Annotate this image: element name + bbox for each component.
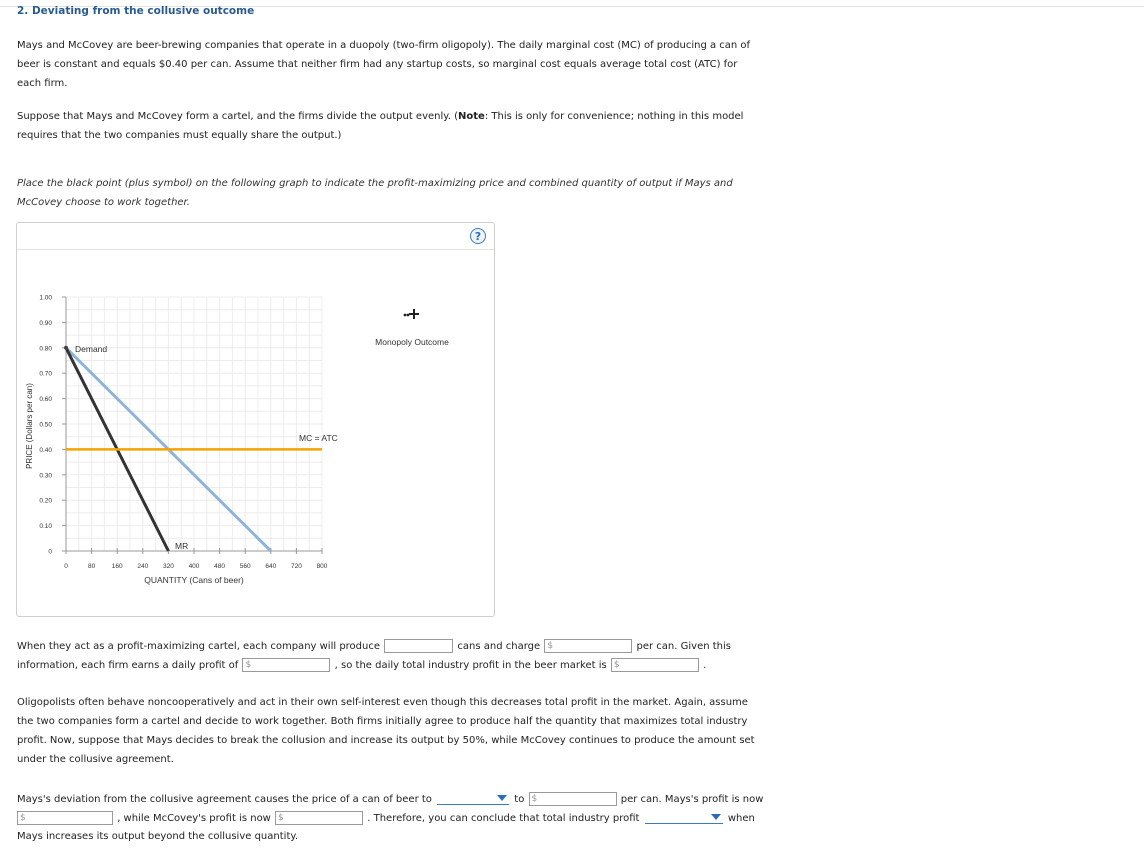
cartel-text-6: . [703, 660, 707, 671]
intro-paragraph: Mays and McCovey are beer-brewing companies that operate in a duopoly (two-firm oligopoly). The daily marginal cost (MC) of producing a can of beer is constant and equals $0.40 per can. Assume that neither firm had any startup costs, so marginal cost equals average total cost (ATC) for each firm. [17, 40, 751, 89]
demand-label: Demand [75, 344, 108, 354]
x-tick-label: 640 [265, 563, 277, 570]
dollar-sign: $ [245, 660, 252, 670]
note-label: Note [458, 111, 485, 122]
y-tick-label: 0 [48, 548, 52, 556]
tool-dot-left [404, 314, 407, 317]
deviation-text-1: Mays's deviation from the collusive agreement causes the price of a can of beer to [17, 794, 432, 805]
question-title: 2. Deviating from the collusive outcome [17, 5, 255, 17]
cartel-line-1 [17, 639, 731, 653]
cartel-text-5: , so the daily total industry profit in the beer market is [334, 660, 607, 671]
graph-instruction: Place the black point (plus symbol) on the following graph to indicate the profit-maximizing price and combined quantity of output if Mays and McCovey choose to work together. [17, 178, 733, 208]
cartel-paragraph [17, 107, 762, 145]
deviation-line-3: Mays increases its output beyond the collusive quantity. [17, 831, 299, 842]
y-tick-label: 0.50 [39, 421, 52, 429]
dropdown-arrow-icon [711, 814, 721, 820]
x-tick-label: 480 [214, 563, 226, 570]
cartel-text-3: per can. Given this [636, 641, 731, 652]
dollar-sign: $ [20, 813, 26, 823]
x-tick-label: 0 [64, 563, 68, 570]
x-tick-label: 240 [137, 563, 149, 570]
firm-profit-input[interactable] [242, 658, 330, 672]
deviation-text-6: when [727, 813, 755, 824]
y-tick-label: 1.00 [39, 294, 52, 302]
dollar-sign: $ [547, 641, 554, 651]
deviation-paragraph: Oligopolists often behave noncooperatively and act in their own self-interest even though this decreases total profit in the market. Again, assume the two companies form a cartel and decide to work together. Both firms initially agree to produce half the quantity that maximizes total industry profit. Now, suppose that Mays decides to break the collusion and increase its output by 50%, while McCovey continues to produce the amount set under the collusive agreement. [17, 697, 755, 765]
deviation-line-2 [17, 811, 755, 825]
new-price-input[interactable] [529, 792, 617, 806]
x-tick-label: 400 [188, 563, 200, 570]
x-tick-label: 800 [316, 563, 328, 570]
monopoly-outcome-tool[interactable] [375, 309, 449, 347]
plus-icon[interactable] [409, 309, 419, 319]
cartel-text-2: cans and charge [457, 641, 541, 652]
y-tick-label: 0.30 [39, 472, 52, 480]
graph-area[interactable] [17, 223, 494, 616]
y-tick-label: 0.70 [39, 370, 52, 378]
dollar-sign: $ [531, 794, 538, 804]
y-tick-label: 0.60 [39, 396, 52, 404]
dropdown-arrow-icon [497, 795, 507, 801]
y-tick-label: 0.40 [39, 446, 52, 454]
deviation-line-1 [17, 792, 763, 806]
demand-intercept-point [64, 346, 68, 350]
mc-label: MC = ATC [299, 433, 338, 443]
dollar-sign: $ [613, 660, 620, 670]
y-tick-label: 0.10 [39, 523, 52, 531]
cartel-text-a: Suppose that Mays and McCovey form a cartel, and the firms divide the output evenly. ( [17, 111, 459, 122]
deviation-text-4: , while McCovey's profit is now [117, 813, 271, 824]
price-input[interactable] [544, 639, 632, 653]
x-tick-label: 320 [162, 563, 174, 570]
x-tick-label: 560 [239, 563, 251, 570]
mr-label: MR [175, 541, 189, 551]
cartel-line-2 [17, 658, 706, 672]
industry-profit-direction-dropdown[interactable] [645, 812, 723, 824]
monopoly-outcome-label: Monopoly Outcome [375, 337, 449, 347]
y-axis-label: PRICE (Dollars per can) [25, 383, 34, 469]
cartel-text-1: When they act as a profit-maximizing cartel, each company will produce [17, 641, 381, 652]
tool-dot-right [407, 314, 410, 317]
graph-panel [16, 222, 495, 617]
quantity-each-input[interactable] [384, 639, 453, 653]
mccovey-profit-input[interactable] [275, 811, 363, 825]
dollar-sign: $ [278, 813, 284, 823]
industry-profit-input[interactable] [611, 658, 699, 672]
mays-profit-input[interactable] [17, 811, 113, 825]
price-direction-dropdown[interactable] [437, 793, 509, 805]
deviation-text-3: per can. Mays's profit is now [620, 794, 764, 805]
y-tick-label: 0.80 [39, 345, 52, 353]
deviation-text-5: . Therefore, you can conclude that total industry profit [367, 813, 640, 824]
tick-labels [39, 295, 327, 571]
x-tick-label: 80 [87, 563, 96, 570]
x-tick-label: 160 [111, 563, 123, 570]
x-axis-label: QUANTITY (Cans of beer) [144, 575, 244, 585]
y-tick-label: 0.90 [39, 319, 52, 327]
x-tick-label: 720 [290, 563, 302, 570]
help-icon[interactable]: ? [470, 228, 486, 244]
cartel-text-b: : This is only for convenience; nothing in this model requires that the two companies must equally share the output.) [17, 111, 744, 141]
cartel-text-4: information, each firm earns a daily profit of [17, 660, 239, 671]
deviation-text-2: to [514, 794, 525, 805]
y-tick-label: 0.20 [39, 497, 52, 505]
